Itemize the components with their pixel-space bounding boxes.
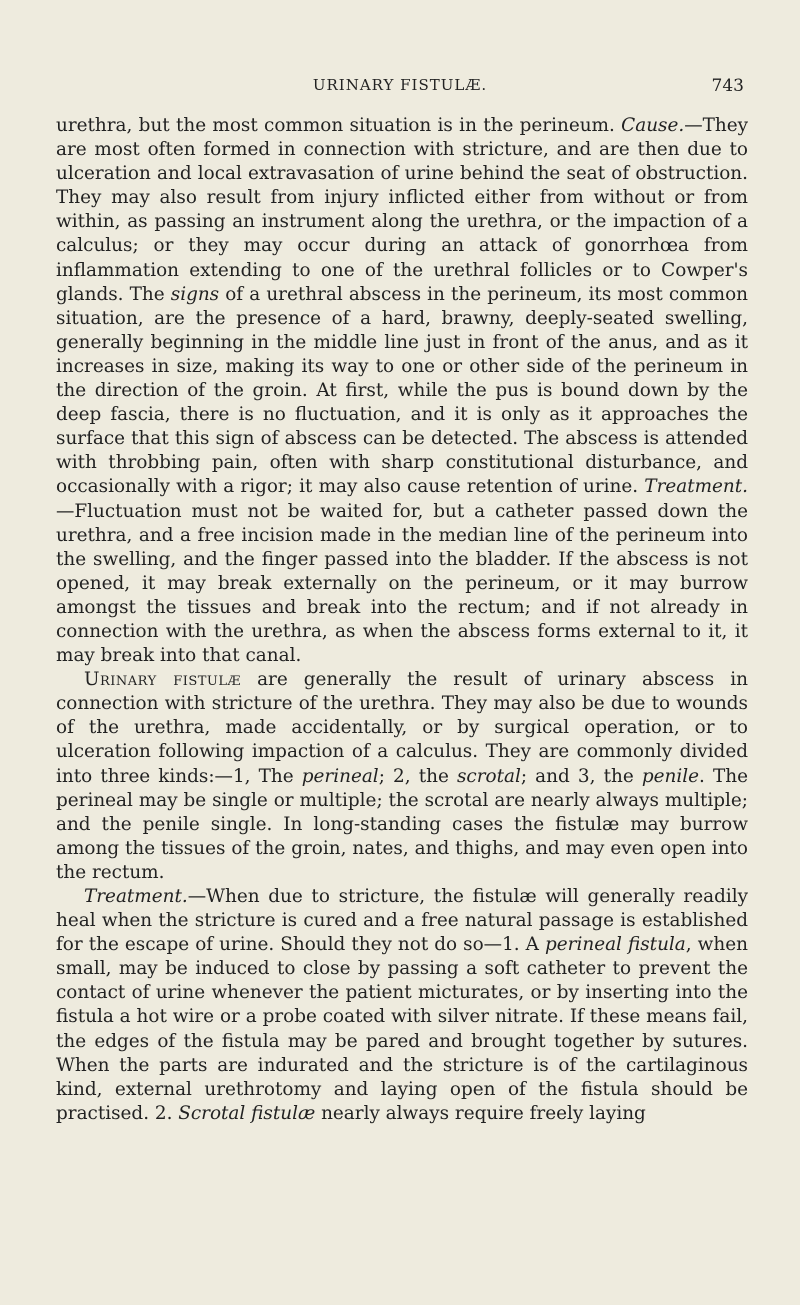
cause-label: Cause. xyxy=(621,115,685,136)
scrotal-fistulae-term: Scrotal fistulæ xyxy=(178,1102,316,1124)
paragraph-fistulae: Urinary fistulæ are generally the result of urinary abscess in connection with stricture of the urethra. They may also be due to wounds of the urethra, made accidentally, or by surgical operation, or to ulceration following impaction of a calculus. They are commonly divided into three kinds:—1, The perineal; 2, the scrotal; and 3, the penile. The perineal may be single or multiple; the scrotal are nearly always multiple; and the penile single. In long-standing cases the fistulæ may burrow among the tissues of the groin, nates, and thighs, and may even open into the rectum. xyxy=(56,669,749,883)
page-number: 743 xyxy=(711,76,744,96)
penile-term: penile xyxy=(641,765,700,787)
running-title: URINARY FISTULÆ. xyxy=(312,76,488,94)
perineal-fistula-term: perineal fistula xyxy=(545,934,686,956)
treatment-label-2: Treatment. xyxy=(84,886,188,907)
perineal-term: perineal xyxy=(301,765,379,787)
paragraph-abscess: urethra, but the most common situation is in the perineum. Cause.—They are most often formed in connection with stricture, and are then due to ulceration and local extravasation of urine behind the seat of obstruction. They may also result from injury inflicted either from without or from within, as passing an instrument along the urethra, or the impaction of a calculus; or they may occur during an attack of gonorrhœa from inflammation extending to one of the urethral follicles or to Cowper's glands. The signs of a urethral abscess in the perineum, its most common situation, are the presence of a hard, brawny, deeply-seated swelling, generally beginning in the middle line just in front of the anus, and as it increases in size, making its way to one or other side of the perineum in the direction of the groin. At first, while the pus is bound down by the deep fascia, there is no fluctuation, and it is only as it approaches the surface that this sign of abscess can be detected. The abscess is attended with throbbing pain, often with sharp constitutional disturbance, and occasionally with a rigor; it may also cause retention of urine. Treatment.—Fluctuation must not be waited for, but a catheter passed down the urethra, and a free incision made in the median line of the perineum into the swelling, and the finger passed into the bladder. If the abscess is not opened, it may break externally on the perineum, or it may burrow amongst the tissues and break into the rectum; and if not already in connection with the urethra, as when the abscess forms external to it, it may break into that canal. xyxy=(56,115,748,667)
section-lead: Urinary fistulæ xyxy=(84,669,242,691)
scrotal-term: scrotal xyxy=(456,765,521,787)
signs-label: signs xyxy=(170,283,220,305)
paragraph-treatment: Treatment.—When due to stricture, the fistulæ will generally readily heal when the stricture is cured and a free natural passage is established for the escape of urine. Should they not do so—1. A perineal fistula, when small, may be induced to close by passing a soft catheter to prevent the contact of urine whenever the patient micturates, or by inserting into the fistula a hot wire or a probe coated with silver nitrate. If these means fail, the edges of the fistula may be pared and brought together by sutures. When the parts are indurated and the stricture is of the cartilaginous kind, external urethrotomy and laying open of the fistula should be practised. 2. Scrotal fistulæ nearly always require freely laying xyxy=(56,886,748,1124)
treatment-label: Treatment. xyxy=(644,476,748,498)
body-text xyxy=(56,114,748,1126)
running-header xyxy=(56,76,744,100)
